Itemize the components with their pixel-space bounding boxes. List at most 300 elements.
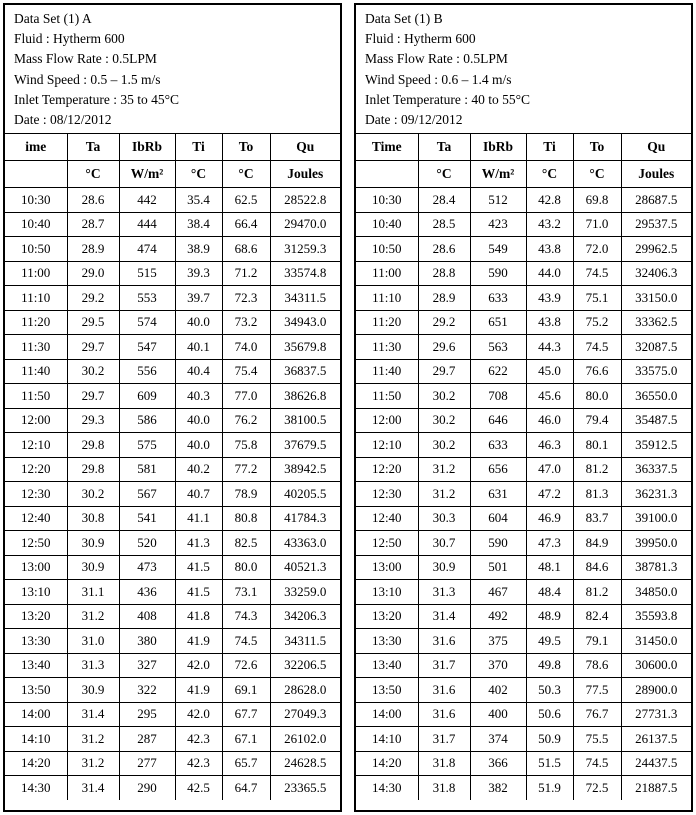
table-row bbox=[356, 727, 691, 752]
cell: 12:10 bbox=[5, 433, 67, 458]
cell: 34311.5 bbox=[270, 629, 340, 654]
cell: 370 bbox=[470, 653, 526, 678]
cell: 48.4 bbox=[526, 580, 573, 605]
cell: 473 bbox=[119, 555, 175, 580]
cell: 74.5 bbox=[573, 751, 621, 776]
table-row bbox=[356, 408, 691, 433]
table-row bbox=[356, 629, 691, 654]
cell: 24628.5 bbox=[270, 751, 340, 776]
cell: 467 bbox=[470, 580, 526, 605]
table-row bbox=[356, 702, 691, 727]
cell: 581 bbox=[119, 457, 175, 482]
cell: 29.7 bbox=[418, 359, 470, 384]
cell: 631 bbox=[470, 482, 526, 507]
cell: 80.1 bbox=[573, 433, 621, 458]
cell: 11:10 bbox=[5, 286, 67, 311]
cell: 11:50 bbox=[356, 384, 418, 409]
cell: 10:30 bbox=[5, 188, 67, 213]
cell: 633 bbox=[470, 433, 526, 458]
cell: 50.6 bbox=[526, 702, 573, 727]
cell: 26102.0 bbox=[270, 727, 340, 752]
cell: 35.4 bbox=[175, 188, 222, 213]
cell: 12:30 bbox=[5, 482, 67, 507]
cell: 29.2 bbox=[418, 310, 470, 335]
cell: 74.5 bbox=[222, 629, 270, 654]
cell: 586 bbox=[119, 408, 175, 433]
cell: 520 bbox=[119, 531, 175, 556]
cell: 28.6 bbox=[418, 237, 470, 262]
cell: 80.8 bbox=[222, 506, 270, 531]
table-row bbox=[5, 433, 340, 458]
cell: 11:40 bbox=[5, 359, 67, 384]
cell: 13:40 bbox=[356, 653, 418, 678]
cell: 30.8 bbox=[67, 506, 119, 531]
table-row bbox=[5, 335, 340, 360]
cell: 567 bbox=[119, 482, 175, 507]
unit-cell-ti: °C bbox=[526, 161, 573, 188]
cell: 10:50 bbox=[356, 237, 418, 262]
cell: 11:20 bbox=[5, 310, 67, 335]
cell: 43.2 bbox=[526, 212, 573, 237]
cell: 41784.3 bbox=[270, 506, 340, 531]
cell: 77.2 bbox=[222, 457, 270, 482]
cell: 11:20 bbox=[356, 310, 418, 335]
cell: 28.8 bbox=[418, 261, 470, 286]
cell: 65.7 bbox=[222, 751, 270, 776]
cell: 40.2 bbox=[175, 457, 222, 482]
data-grid-b bbox=[356, 133, 691, 800]
cell: 64.7 bbox=[222, 776, 270, 800]
table-row bbox=[5, 653, 340, 678]
cell: 40.1 bbox=[175, 335, 222, 360]
cell: 45.6 bbox=[526, 384, 573, 409]
cell: 31.2 bbox=[67, 751, 119, 776]
table-row bbox=[356, 335, 691, 360]
col-header-ta: Ta bbox=[418, 134, 470, 161]
cell: 72.0 bbox=[573, 237, 621, 262]
cell: 82.4 bbox=[573, 604, 621, 629]
cell: 12:20 bbox=[5, 457, 67, 482]
units-row bbox=[5, 161, 340, 188]
unit-cell-to: °C bbox=[573, 161, 621, 188]
cell: 28900.0 bbox=[621, 678, 691, 703]
cell: 80.0 bbox=[573, 384, 621, 409]
cell: 75.2 bbox=[573, 310, 621, 335]
cell: 436 bbox=[119, 580, 175, 605]
cell: 13:50 bbox=[5, 678, 67, 703]
cell: 44.0 bbox=[526, 261, 573, 286]
cell: 13:00 bbox=[5, 555, 67, 580]
cell: 41.9 bbox=[175, 629, 222, 654]
cell: 31.6 bbox=[418, 678, 470, 703]
cell: 27049.3 bbox=[270, 702, 340, 727]
cell: 37679.5 bbox=[270, 433, 340, 458]
cell: 38781.3 bbox=[621, 555, 691, 580]
cell: 29.2 bbox=[67, 286, 119, 311]
cell: 31.6 bbox=[418, 702, 470, 727]
cell: 11:30 bbox=[356, 335, 418, 360]
cell: 13:10 bbox=[5, 580, 67, 605]
col-header-time: ime bbox=[5, 134, 67, 161]
unit-cell-ta: °C bbox=[418, 161, 470, 188]
cell: 28.7 bbox=[67, 212, 119, 237]
cell: 41.5 bbox=[175, 580, 222, 605]
cell: 31.4 bbox=[67, 702, 119, 727]
table-row bbox=[5, 408, 340, 433]
cell: 51.5 bbox=[526, 751, 573, 776]
col-header-ibrb: IbRb bbox=[119, 134, 175, 161]
cell: 48.1 bbox=[526, 555, 573, 580]
table-row bbox=[5, 261, 340, 286]
dataset-table-a bbox=[3, 3, 342, 812]
cell: 31.2 bbox=[418, 457, 470, 482]
unit-cell-qu: Joules bbox=[621, 161, 691, 188]
cell: 69.8 bbox=[573, 188, 621, 213]
table-row bbox=[356, 310, 691, 335]
cell: 295 bbox=[119, 702, 175, 727]
cell: 29.8 bbox=[67, 433, 119, 458]
table-row bbox=[5, 359, 340, 384]
cell: 29.3 bbox=[67, 408, 119, 433]
cell: 29537.5 bbox=[621, 212, 691, 237]
cell: 35593.8 bbox=[621, 604, 691, 629]
cell: 382 bbox=[470, 776, 526, 800]
cell: 12:20 bbox=[356, 457, 418, 482]
cell: 41.3 bbox=[175, 531, 222, 556]
cell: 68.6 bbox=[222, 237, 270, 262]
cell: 26137.5 bbox=[621, 727, 691, 752]
cell: 42.3 bbox=[175, 751, 222, 776]
table-row bbox=[5, 776, 340, 800]
cell: 43363.0 bbox=[270, 531, 340, 556]
unit-cell-ibrb: W/m² bbox=[119, 161, 175, 188]
cell: 77.0 bbox=[222, 384, 270, 409]
cell: 39950.0 bbox=[621, 531, 691, 556]
cell: 43.9 bbox=[526, 286, 573, 311]
cell: 708 bbox=[470, 384, 526, 409]
data-grid-a bbox=[5, 133, 340, 800]
unit-cell-time bbox=[5, 161, 67, 188]
cell: 11:10 bbox=[356, 286, 418, 311]
cell: 50.9 bbox=[526, 727, 573, 752]
table-row bbox=[356, 261, 691, 286]
table-row bbox=[5, 604, 340, 629]
cell: 366 bbox=[470, 751, 526, 776]
table-row bbox=[356, 359, 691, 384]
table-row bbox=[5, 678, 340, 703]
mass-flow-rate-info: Mass Flow Rate : 0.5LPM bbox=[14, 51, 157, 67]
cell: 380 bbox=[119, 629, 175, 654]
cell: 49.8 bbox=[526, 653, 573, 678]
table-row bbox=[5, 384, 340, 409]
cell: 48.9 bbox=[526, 604, 573, 629]
cell: 77.5 bbox=[573, 678, 621, 703]
table-body-b bbox=[356, 188, 691, 800]
cell: 30600.0 bbox=[621, 653, 691, 678]
cell: 31259.3 bbox=[270, 237, 340, 262]
cell: 84.9 bbox=[573, 531, 621, 556]
cell: 33150.0 bbox=[621, 286, 691, 311]
cell: 33362.5 bbox=[621, 310, 691, 335]
cell: 31.8 bbox=[418, 776, 470, 800]
col-header-ti: Ti bbox=[175, 134, 222, 161]
cell: 72.6 bbox=[222, 653, 270, 678]
cell: 30.2 bbox=[418, 408, 470, 433]
cell: 13:20 bbox=[5, 604, 67, 629]
cell: 13:00 bbox=[356, 555, 418, 580]
table-row bbox=[5, 629, 340, 654]
table-row bbox=[356, 384, 691, 409]
col-header-ibrb: IbRb bbox=[470, 134, 526, 161]
cell: 75.5 bbox=[573, 727, 621, 752]
cell: 12:40 bbox=[356, 506, 418, 531]
col-header-to: To bbox=[573, 134, 621, 161]
cell: 81.2 bbox=[573, 580, 621, 605]
cell: 31.2 bbox=[67, 604, 119, 629]
cell: 38100.5 bbox=[270, 408, 340, 433]
cell: 36337.5 bbox=[621, 457, 691, 482]
cell: 76.7 bbox=[573, 702, 621, 727]
col-header-ti: Ti bbox=[526, 134, 573, 161]
unit-cell-ti: °C bbox=[175, 161, 222, 188]
cell: 11:00 bbox=[5, 261, 67, 286]
cell: 633 bbox=[470, 286, 526, 311]
col-header-qu: Qu bbox=[270, 134, 340, 161]
table-row bbox=[5, 237, 340, 262]
cell: 38942.5 bbox=[270, 457, 340, 482]
cell: 12:10 bbox=[356, 433, 418, 458]
cell: 39100.0 bbox=[621, 506, 691, 531]
inlet-temperature-info: Inlet Temperature : 35 to 45°C bbox=[14, 91, 180, 107]
cell: 31.3 bbox=[67, 653, 119, 678]
cell: 444 bbox=[119, 212, 175, 237]
table-row bbox=[356, 604, 691, 629]
table-row bbox=[5, 188, 340, 213]
cell: 400 bbox=[470, 702, 526, 727]
cell: 14:00 bbox=[356, 702, 418, 727]
cell: 42.5 bbox=[175, 776, 222, 800]
cell: 11:00 bbox=[356, 261, 418, 286]
col-header-qu: Qu bbox=[621, 134, 691, 161]
cell: 72.5 bbox=[573, 776, 621, 800]
cell: 31.4 bbox=[418, 604, 470, 629]
cell: 41.1 bbox=[175, 506, 222, 531]
cell: 442 bbox=[119, 188, 175, 213]
cell: 14:30 bbox=[5, 776, 67, 800]
cell: 408 bbox=[119, 604, 175, 629]
table-row bbox=[356, 555, 691, 580]
cell: 32087.5 bbox=[621, 335, 691, 360]
cell: 40521.3 bbox=[270, 555, 340, 580]
cell: 31.3 bbox=[418, 580, 470, 605]
cell: 30.3 bbox=[418, 506, 470, 531]
table-row bbox=[356, 237, 691, 262]
cell: 375 bbox=[470, 629, 526, 654]
cell: 80.0 bbox=[222, 555, 270, 580]
cell: 10:30 bbox=[356, 188, 418, 213]
cell: 549 bbox=[470, 237, 526, 262]
cell: 43.8 bbox=[526, 237, 573, 262]
cell: 42.0 bbox=[175, 702, 222, 727]
cell: 604 bbox=[470, 506, 526, 531]
cell: 14:10 bbox=[356, 727, 418, 752]
cell: 14:20 bbox=[356, 751, 418, 776]
cell: 69.1 bbox=[222, 678, 270, 703]
cell: 32206.5 bbox=[270, 653, 340, 678]
cell: 39.3 bbox=[175, 261, 222, 286]
cell: 74.5 bbox=[573, 335, 621, 360]
table-row bbox=[356, 188, 691, 213]
fluid-info: Fluid : Hytherm 600 bbox=[365, 31, 476, 47]
cell: 76.2 bbox=[222, 408, 270, 433]
cell: 74.0 bbox=[222, 335, 270, 360]
cell: 590 bbox=[470, 531, 526, 556]
units-row bbox=[356, 161, 691, 188]
table-row bbox=[356, 776, 691, 800]
table-row bbox=[356, 580, 691, 605]
cell: 541 bbox=[119, 506, 175, 531]
cell: 72.3 bbox=[222, 286, 270, 311]
cell: 81.3 bbox=[573, 482, 621, 507]
cell: 12:00 bbox=[356, 408, 418, 433]
cell: 78.9 bbox=[222, 482, 270, 507]
cell: 515 bbox=[119, 261, 175, 286]
cell: 13:30 bbox=[356, 629, 418, 654]
cell: 10:40 bbox=[5, 212, 67, 237]
cell: 34850.0 bbox=[621, 580, 691, 605]
dataset-info-a bbox=[5, 5, 340, 133]
cell: 327 bbox=[119, 653, 175, 678]
cell: 31.2 bbox=[67, 727, 119, 752]
cell: 14:20 bbox=[5, 751, 67, 776]
table-row bbox=[5, 482, 340, 507]
cell: 501 bbox=[470, 555, 526, 580]
cell: 71.0 bbox=[573, 212, 621, 237]
cell: 74.3 bbox=[222, 604, 270, 629]
cell: 28.4 bbox=[418, 188, 470, 213]
cell: 656 bbox=[470, 457, 526, 482]
cell: 40.0 bbox=[175, 433, 222, 458]
cell: 553 bbox=[119, 286, 175, 311]
cell: 31450.0 bbox=[621, 629, 691, 654]
inlet-temperature-info: Inlet Temperature : 40 to 55°C bbox=[365, 91, 531, 107]
table-row bbox=[356, 286, 691, 311]
cell: 35912.5 bbox=[621, 433, 691, 458]
table-row bbox=[5, 751, 340, 776]
cell: 76.6 bbox=[573, 359, 621, 384]
cell: 28.5 bbox=[418, 212, 470, 237]
cell: 11:30 bbox=[5, 335, 67, 360]
dataset-title: Data Set (1) A bbox=[14, 11, 92, 26]
dataset-table-b bbox=[354, 3, 693, 812]
cell: 79.4 bbox=[573, 408, 621, 433]
cell: 28522.8 bbox=[270, 188, 340, 213]
cell: 13:50 bbox=[356, 678, 418, 703]
cell: 492 bbox=[470, 604, 526, 629]
cell: 10:50 bbox=[5, 237, 67, 262]
cell: 44.3 bbox=[526, 335, 573, 360]
cell: 47.3 bbox=[526, 531, 573, 556]
cell: 33574.8 bbox=[270, 261, 340, 286]
cell: 84.6 bbox=[573, 555, 621, 580]
cell: 75.4 bbox=[222, 359, 270, 384]
cell: 35679.8 bbox=[270, 335, 340, 360]
cell: 36550.0 bbox=[621, 384, 691, 409]
cell: 31.7 bbox=[418, 653, 470, 678]
cell: 30.9 bbox=[67, 555, 119, 580]
wind-speed-info: Wind Speed : 0.5 – 1.5 m/s bbox=[14, 71, 161, 87]
table-row bbox=[5, 531, 340, 556]
cell: 10:40 bbox=[356, 212, 418, 237]
cell: 30.2 bbox=[67, 482, 119, 507]
cell: 30.9 bbox=[67, 678, 119, 703]
cell: 29.7 bbox=[67, 335, 119, 360]
cell: 30.9 bbox=[418, 555, 470, 580]
cell: 78.6 bbox=[573, 653, 621, 678]
cell: 82.5 bbox=[222, 531, 270, 556]
cell: 41.5 bbox=[175, 555, 222, 580]
cell: 23365.5 bbox=[270, 776, 340, 800]
cell: 29.8 bbox=[67, 457, 119, 482]
cell: 41.8 bbox=[175, 604, 222, 629]
cell: 35487.5 bbox=[621, 408, 691, 433]
cell: 74.5 bbox=[573, 261, 621, 286]
column-header-row bbox=[356, 134, 691, 161]
dataset-info-b bbox=[356, 5, 691, 133]
cell: 31.4 bbox=[67, 776, 119, 800]
cell: 75.8 bbox=[222, 433, 270, 458]
cell: 29.5 bbox=[67, 310, 119, 335]
table-row bbox=[356, 506, 691, 531]
cell: 14:30 bbox=[356, 776, 418, 800]
cell: 12:30 bbox=[356, 482, 418, 507]
cell: 287 bbox=[119, 727, 175, 752]
cell: 590 bbox=[470, 261, 526, 286]
wind-speed-info: Wind Speed : 0.6 – 1.4 m/s bbox=[365, 71, 512, 87]
cell: 12:00 bbox=[5, 408, 67, 433]
cell: 34311.5 bbox=[270, 286, 340, 311]
cell: 38.9 bbox=[175, 237, 222, 262]
cell: 28628.0 bbox=[270, 678, 340, 703]
cell: 36231.3 bbox=[621, 482, 691, 507]
cell: 13:20 bbox=[356, 604, 418, 629]
cell: 622 bbox=[470, 359, 526, 384]
table-row bbox=[356, 212, 691, 237]
cell: 13:10 bbox=[356, 580, 418, 605]
cell: 575 bbox=[119, 433, 175, 458]
cell: 38626.8 bbox=[270, 384, 340, 409]
cell: 46.9 bbox=[526, 506, 573, 531]
cell: 547 bbox=[119, 335, 175, 360]
cell: 46.0 bbox=[526, 408, 573, 433]
cell: 73.1 bbox=[222, 580, 270, 605]
cell: 34206.3 bbox=[270, 604, 340, 629]
cell: 40.3 bbox=[175, 384, 222, 409]
cell: 46.3 bbox=[526, 433, 573, 458]
table-row bbox=[356, 457, 691, 482]
cell: 33259.0 bbox=[270, 580, 340, 605]
cell: 66.4 bbox=[222, 212, 270, 237]
cell: 374 bbox=[470, 727, 526, 752]
cell: 62.5 bbox=[222, 188, 270, 213]
col-header-time: Time bbox=[356, 134, 418, 161]
cell: 563 bbox=[470, 335, 526, 360]
cell: 30.2 bbox=[418, 384, 470, 409]
mass-flow-rate-info: Mass Flow Rate : 0.5LPM bbox=[365, 51, 508, 67]
cell: 29962.5 bbox=[621, 237, 691, 262]
cell: 67.7 bbox=[222, 702, 270, 727]
date-info: Date : 08/12/2012 bbox=[14, 112, 112, 128]
